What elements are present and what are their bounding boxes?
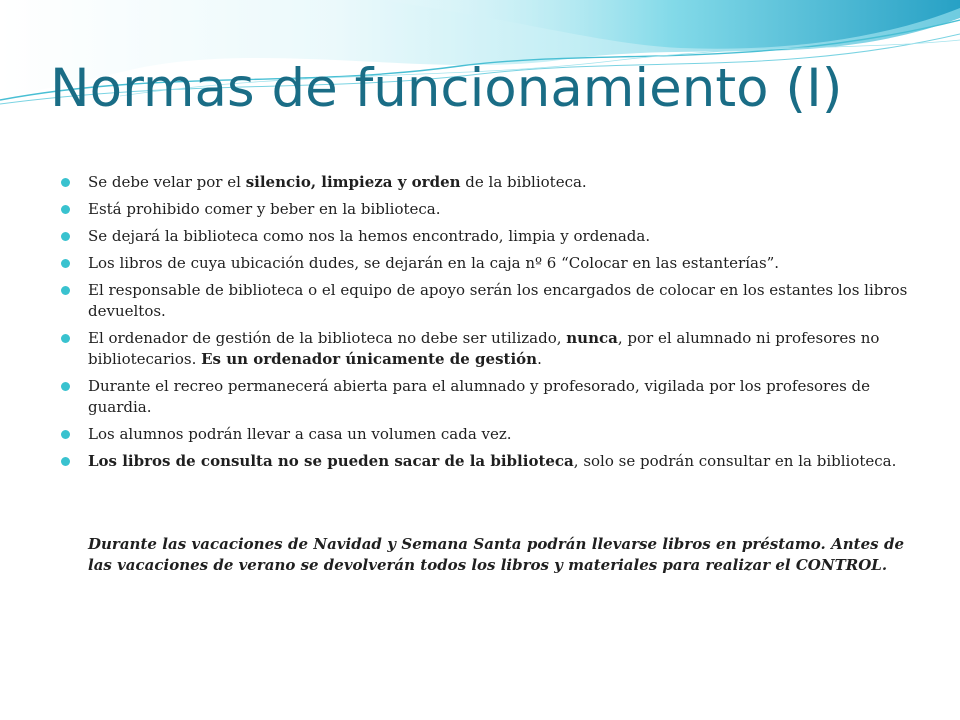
rule-text-bold: silencio, limpieza y orden: [245, 173, 461, 191]
disc-bullet-icon: [61, 178, 70, 187]
rule-text: El responsable de biblioteca o el equipo de apoyo serán los encargados de colocar en los estantes los libros devueltos.: [88, 281, 908, 320]
rule-item: [58, 376, 908, 418]
rule-text-bold: Es un ordenador únicamente de gestión: [201, 350, 538, 368]
disc-bullet-icon: [61, 205, 70, 214]
disc-bullet-icon: [61, 259, 70, 268]
rule-text-bold: nunca: [566, 329, 618, 347]
disc-bullet-icon: [61, 232, 70, 241]
rule-text: de la biblioteca.: [460, 173, 587, 191]
rule-text: Durante el recreo permanecerá abierta para el alumnado y profesorado, vigilada por los profesores de guardia.: [88, 377, 871, 416]
rule-text: .: [537, 350, 542, 368]
rule-item: [58, 424, 908, 445]
disc-bullet-icon: [61, 382, 70, 391]
rule-item: [58, 172, 908, 193]
disc-bullet-icon: [61, 457, 70, 466]
rule-text: Los libros de cuya ubicación dudes, se dejarán en la caja nº 6 “Colocar en las estanterías”.: [88, 254, 780, 272]
closing-note: Durante las vacaciones de Navidad y Semana Santa podrán llevarse libros en préstamo. Antes de las vacaciones de verano se devolverán todos los libros y materiales para realizar el CONTROL.: [88, 535, 904, 574]
rule-text: Los alumnos podrán llevar a casa un volumen cada vez.: [88, 425, 512, 443]
disc-bullet-icon: [61, 334, 70, 343]
rule-text-bold: Los libros de consulta no se pueden sacar de la biblioteca: [88, 452, 574, 470]
rule-text: Se dejará la biblioteca como nos la hemos encontrado, limpia y ordenada.: [88, 227, 651, 245]
rule-text: El ordenador de gestión de la biblioteca no debe ser utilizado,: [88, 329, 567, 347]
rule-text: , solo se podrán consultar en la biblioteca.: [573, 452, 897, 470]
rule-item: [58, 328, 908, 370]
disc-bullet-icon: [61, 286, 70, 295]
rule-text: , por el alumnado ni profesores no bibliotecarios.: [88, 329, 880, 368]
rule-text: Se debe velar por el: [88, 173, 246, 191]
slide-title: Normas de funcionamiento (I): [50, 58, 843, 119]
disc-bullet-icon: [61, 430, 70, 439]
rule-item: [58, 253, 908, 274]
rule-item: [58, 451, 908, 472]
rule-item: [58, 280, 908, 322]
rule-item: [58, 199, 908, 220]
rules-list: [58, 172, 908, 478]
rule-text: Está prohibido comer y beber en la biblioteca.: [88, 200, 441, 218]
rule-item: [58, 226, 908, 247]
